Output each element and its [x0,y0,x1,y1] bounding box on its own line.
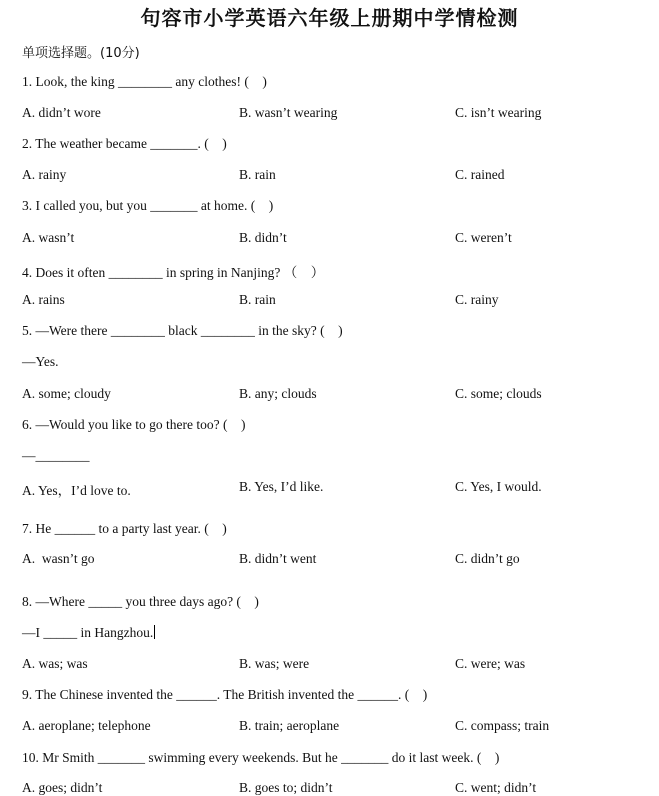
option-b: B. rain [239,167,276,182]
section-heading: 单项选择题。(10分) [22,46,140,61]
option-b: B. wasn’t wearing [239,105,338,120]
option-a: A. didn’t wore [22,105,101,120]
question-stem: 5. —Were there ________ black ________ in the sky? ( ) [22,323,343,338]
option-b: B. goes to; didn’t [239,780,333,795]
option-b: B. Yes, I’d like. [239,479,324,494]
answer-line: —________ [22,448,90,463]
option-c: C. isn’t wearing [455,105,542,120]
option-a: A. rains [22,292,65,307]
option-a: A. wasn’t go [22,551,95,566]
question-stem: 8. —Where _____ you three days ago? ( ) [22,594,259,609]
option-a: A. rainy [22,167,67,182]
option-c: C. weren’t [455,230,512,245]
option-c: C. didn’t go [455,551,520,566]
option-a: A. was; was [22,656,88,671]
option-c: C. compass; train [455,718,550,733]
option-c: C. Yes, I would. [455,479,542,494]
answer-line-container[interactable] [22,625,155,641]
option-c: C. were; was [455,656,526,671]
text-cursor [154,625,155,639]
question-stem: 1. Look, the king ________ any clothes! ( ) [22,74,267,89]
question-stem: 6. —Would you like to go there too? ( ) [22,417,246,432]
option-a: A. Yes，I’d love to. [22,483,131,498]
option-a: A. aeroplane; telephone [22,718,151,733]
option-a: A. some; cloudy [22,386,111,401]
option-c: C. went; didn’t [455,780,537,795]
answer-line: —Yes. [22,354,59,369]
option-b: B. any; clouds [239,386,317,401]
question-stem: 2. The weather became _______. ( ) [22,136,227,151]
option-a: A. goes; didn’t [22,780,103,795]
option-c: C. rainy [455,292,499,307]
question-stem: 3. I called you, but you _______ at home. ( ) [22,198,274,213]
option-c: C. rained [455,167,505,182]
question-stem: 7. He ______ to a party last year. ( ) [22,521,227,536]
question-stem: 10. Mr Smith _______ swimming every weekends. But he _______ do it last week. ( ) [22,750,500,765]
option-b: B. didn’t [239,230,287,245]
option-a: A. wasn’t [22,230,75,245]
answer-line: —I _____ in Hangzhou. [22,625,154,640]
option-b: B. train; aeroplane [239,718,340,733]
option-c: C. some; clouds [455,386,542,401]
option-b: B. was; were [239,656,310,671]
page-title: 句容市小学英语六年级上册期中学情检测 [140,6,519,30]
question-stem: 9. The Chinese invented the ______. The British invented the ______. ( ) [22,687,428,702]
option-b: B. rain [239,292,276,307]
option-b: B. didn’t went [239,551,317,566]
question-stem: 4. Does it often ________ in spring in Nanjing? （ ） [22,265,325,280]
